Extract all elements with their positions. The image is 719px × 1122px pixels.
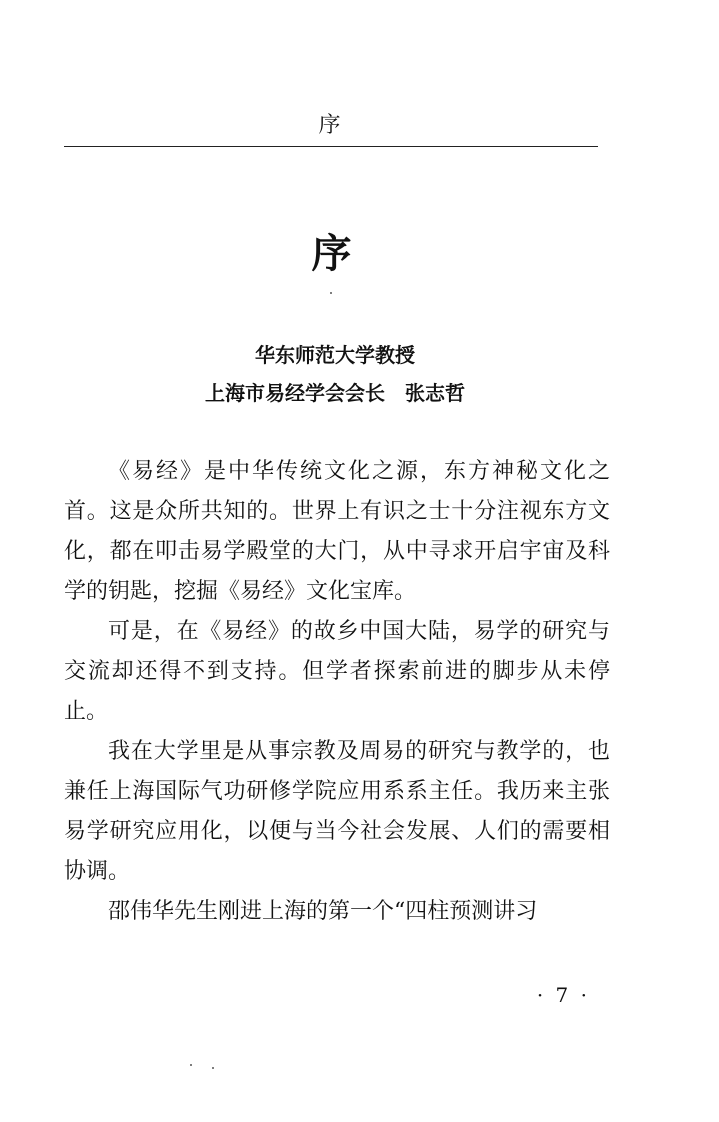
paragraph-4: 邵伟华先生刚进上海的第一个“四柱预测讲习 [108,899,538,924]
paragraph-2: 可是，在《易经》的故乡中国大陆，易学的研究与交流却还得不到支持。但学者探索前进的脚步从未停止。 [64,619,610,724]
paragraph-3: 我在大学里是从事宗教及周易的研究与教学的，也兼任上海国际气功研修学院应用系系主任。我历来主张易学研究应用化，以便与当今社会发展、人们的需要相协调。 [64,739,610,884]
page-number: · 7 · [536,983,590,1007]
chapter-title: 序 [311,230,352,277]
running-header: 序 [318,113,342,138]
paragraph-1: 《易经》是中华传统文化之源，东方神秘文化之首。这是众所共知的。世界上有识之士十分注视东方文化，都在叩击易学殿堂的大门，从中寻求开启宇宙及科学的钥匙，挖掘《易经》文化宝库。 [64,459,610,604]
header-rule [64,146,598,147]
scan-speck [330,292,332,294]
scan-speck [212,1067,214,1069]
body-text [64,452,610,932]
author-affiliation: 华东师范大学教授 [255,343,415,367]
scan-speck [190,1064,192,1066]
author-block [0,336,670,412]
author-title-name: 上海市易经学会会长 张志哲 [205,381,465,405]
